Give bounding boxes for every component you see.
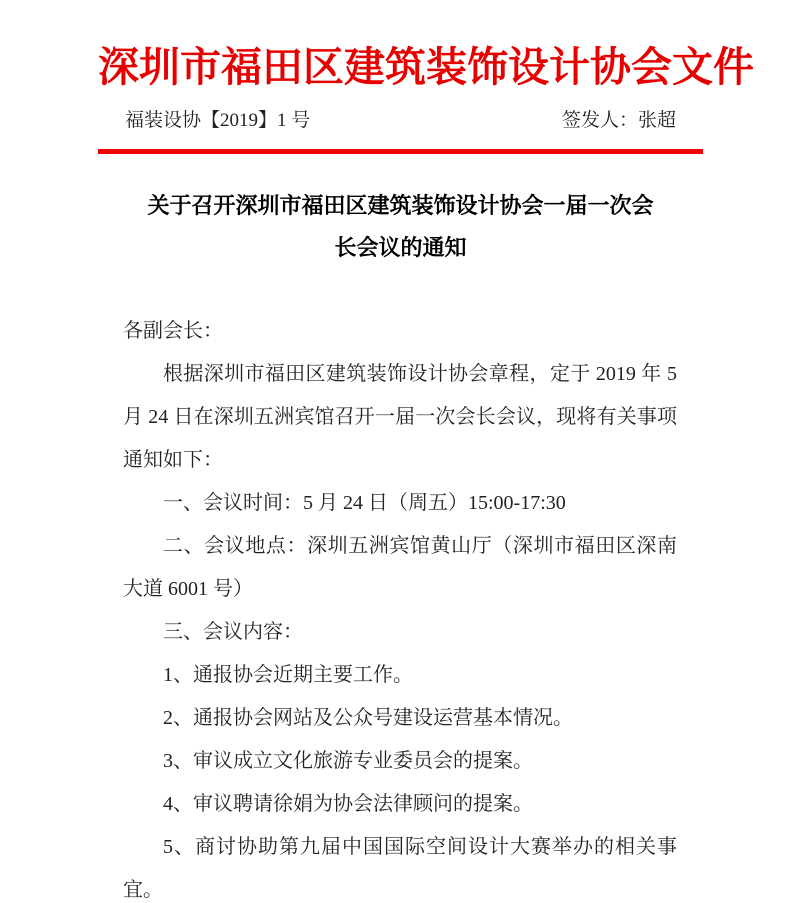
body-paragraph: 三、会议内容： — [163, 621, 303, 643]
document-title-line1: 关于召开深圳市福田区建筑装饰设计协会一届一次会 — [147, 193, 654, 218]
body-paragraph: 一、会议时间：5 月 24 日（周五）15:00-17:30 — [163, 492, 566, 514]
signer-name: 签发人：张超 — [561, 110, 676, 131]
document-content — [98, 42, 754, 903]
document-title — [98, 185, 703, 269]
body-paragraph: 1、通报协会近期主要工作。 — [163, 664, 413, 686]
body-paragraph: 各副会长： — [123, 320, 223, 342]
document-number: 福装设协【2019】1 号 — [125, 110, 311, 131]
document-meta-row — [98, 108, 703, 134]
body-paragraph: 二、会议地点：深圳五洲宾馆黄山厅（深圳市福田区深南大道 6001 号） — [123, 535, 677, 600]
body-paragraph: 5、商讨协助第九届中国国际空间设计大赛举办的相关事宜。 — [123, 836, 677, 901]
document-body — [98, 310, 703, 903]
body-paragraph: 根据深圳市福田区建筑装饰设计协会章程，定于 2019 年 5 月 24 日在深圳五洲宾馆召开一届一次会长会议，现将有关事项通知如下： — [123, 363, 677, 471]
letterhead-org-title: 深圳市福田区建筑装饰设计协会文件 — [98, 44, 754, 90]
body-paragraph: 3、审议成立文化旅游专业委员会的提案。 — [163, 750, 533, 772]
document-title-line2: 长会议的通知 — [334, 235, 467, 260]
body-paragraph: 4、审议聘请徐娟为协会法律顾问的提案。 — [163, 793, 533, 815]
red-divider-rule — [98, 149, 703, 154]
body-paragraph: 2、通报协会网站及公众号建设运营基本情况。 — [163, 707, 573, 729]
